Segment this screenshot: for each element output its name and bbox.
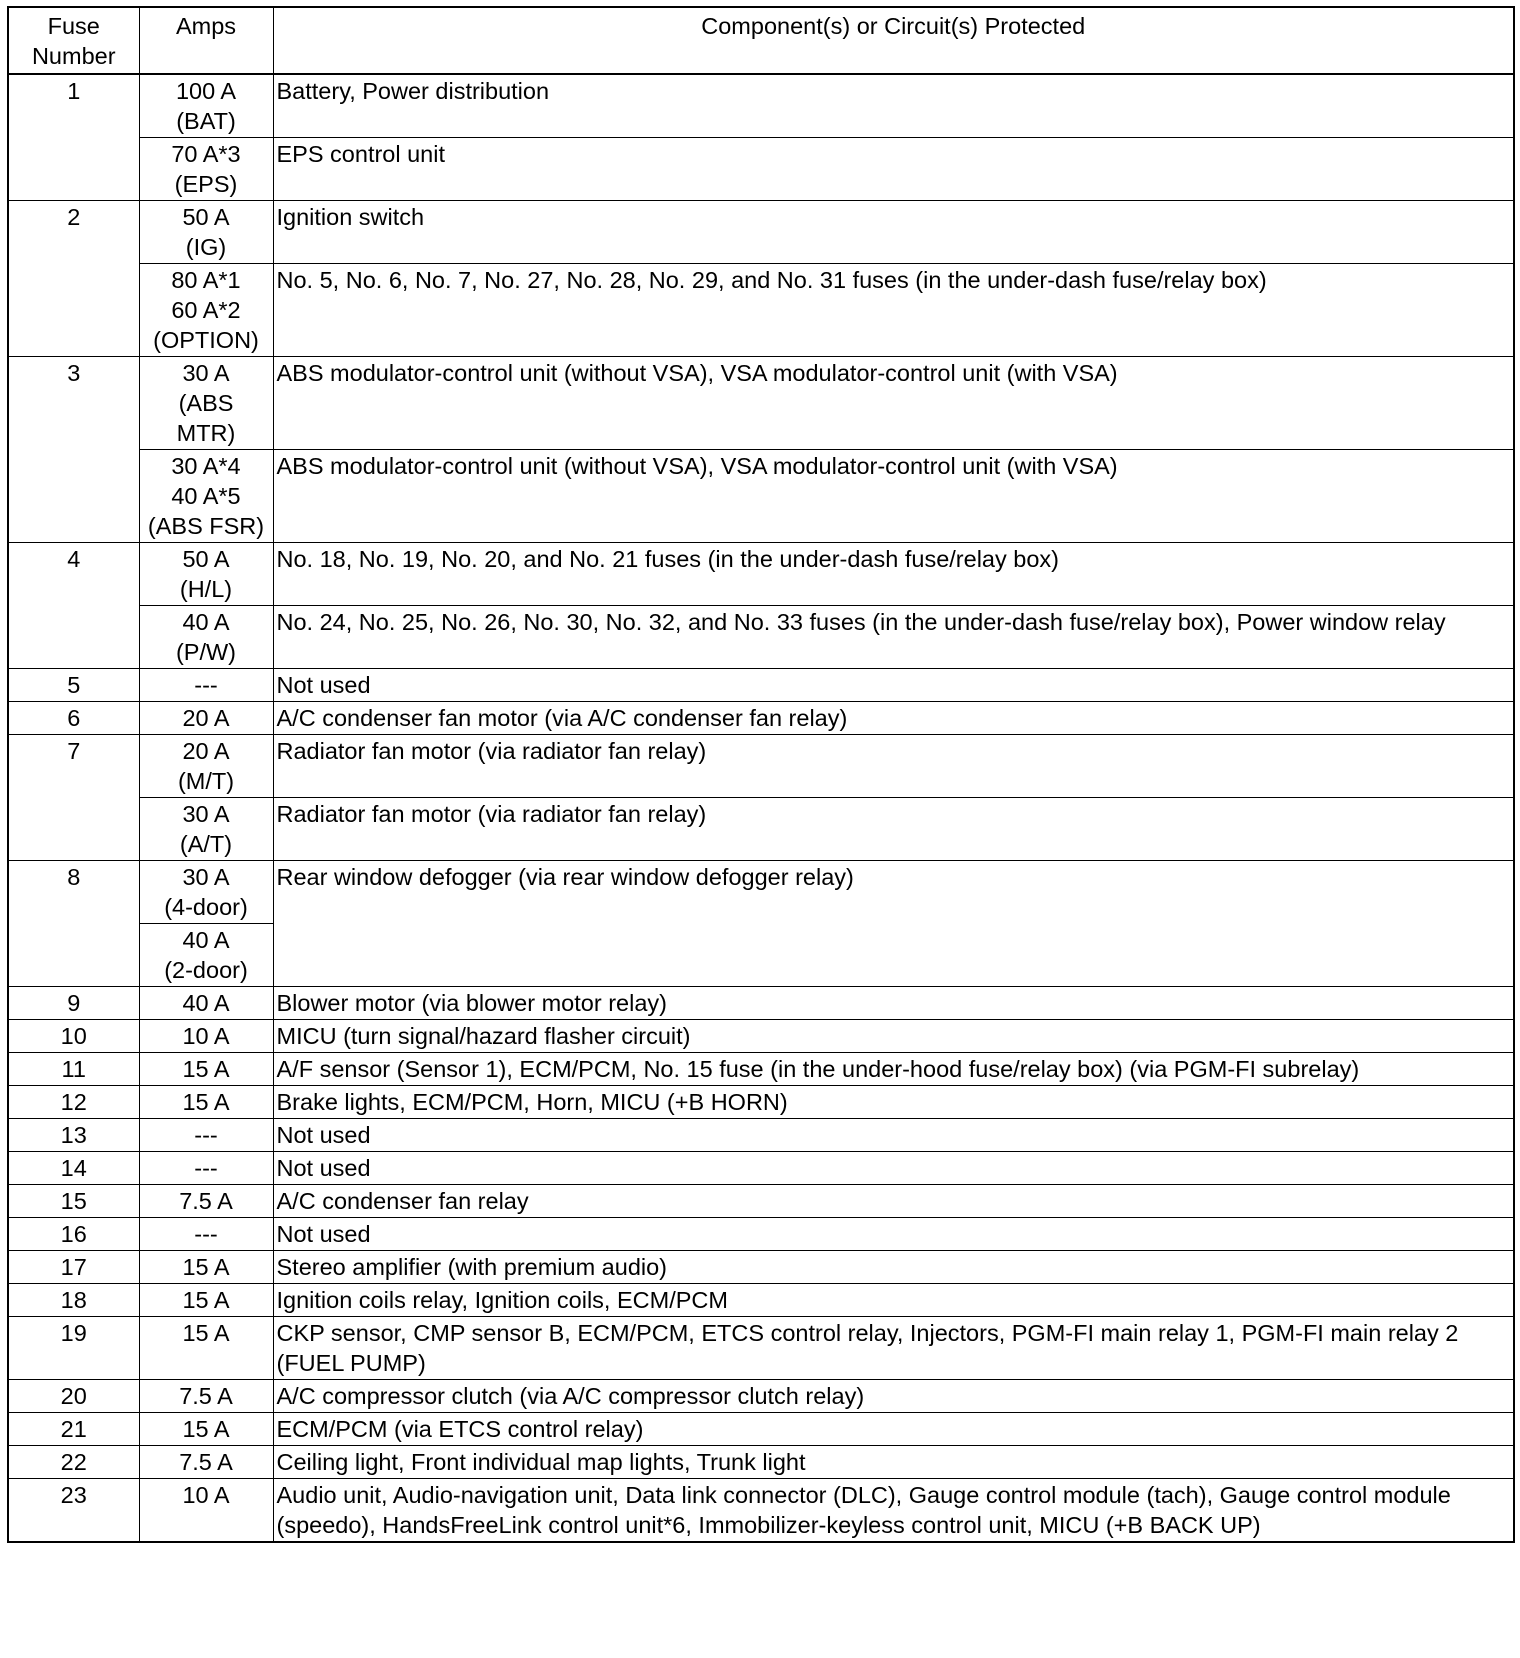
table-row [8, 1380, 1514, 1413]
component-cell: Ignition switch [273, 201, 1514, 264]
table-row [8, 264, 1514, 357]
fuse-number-cell: 8 [8, 861, 139, 987]
amps-cell [139, 543, 273, 606]
component-cell: Not used [273, 669, 1514, 702]
fuse-number-cell: 6 [8, 702, 139, 735]
fuse-number-cell: 23 [8, 1479, 139, 1543]
table-row [8, 450, 1514, 543]
component-cell: Not used [273, 1218, 1514, 1251]
amps-line: (2-door) [164, 957, 248, 983]
fuse-number-cell: 9 [8, 987, 139, 1020]
amps-line: (ABS [178, 390, 234, 416]
table-row [8, 606, 1514, 669]
component-cell: Radiator fan motor (via radiator fan relay) [273, 798, 1514, 861]
fuse-number-cell: 12 [8, 1086, 139, 1119]
table-row [8, 1479, 1514, 1543]
header-fuse-number-line: Number [31, 43, 116, 69]
amps-line: (4-door) [164, 894, 248, 920]
amps-line: 7.5 A [179, 1449, 233, 1475]
table-row [8, 798, 1514, 861]
amps-line: (A/T) [179, 831, 233, 857]
amps-cell [139, 924, 273, 987]
amps-cell [139, 1119, 273, 1152]
component-cell: EPS control unit [273, 138, 1514, 201]
amps-cell [139, 606, 273, 669]
amps-line: 7.5 A [179, 1188, 233, 1214]
table-row [8, 987, 1514, 1020]
header-row [8, 7, 1514, 74]
amps-line: (H/L) [179, 576, 233, 602]
amps-line: 30 A [182, 801, 230, 827]
header-components: Component(s) or Circuit(s) Protected [273, 7, 1514, 74]
component-cell: Battery, Power distribution [273, 74, 1514, 138]
amps-cell [139, 1413, 273, 1446]
amps-cell [139, 1317, 273, 1380]
amps-line: (BAT) [176, 108, 236, 134]
table-header [8, 7, 1514, 74]
header-fuse-number [8, 7, 139, 74]
fuse-number-cell: 2 [8, 201, 139, 357]
fuse-number-cell: 17 [8, 1251, 139, 1284]
table-row [8, 74, 1514, 138]
fuse-number-cell: 3 [8, 357, 139, 543]
amps-line: 15 A [182, 1089, 230, 1115]
amps-cell [139, 138, 273, 201]
amps-line: (OPTION) [153, 327, 259, 353]
amps-cell [139, 1251, 273, 1284]
amps-cell [139, 1086, 273, 1119]
component-cell: ABS modulator-control unit (without VSA), VSA modulator-control unit (with VSA) [273, 450, 1514, 543]
amps-cell [139, 1446, 273, 1479]
fuse-number-cell: 4 [8, 543, 139, 669]
amps-cell [139, 702, 273, 735]
fuse-number-cell: 22 [8, 1446, 139, 1479]
amps-cell [139, 1380, 273, 1413]
amps-line: 40 A [182, 990, 230, 1016]
amps-cell [139, 1020, 273, 1053]
amps-line: 15 A [182, 1254, 230, 1280]
amps-line: 15 A [182, 1287, 230, 1313]
table-body [8, 74, 1514, 1542]
table-row [8, 1317, 1514, 1380]
component-cell: Not used [273, 1119, 1514, 1152]
amps-cell [139, 1185, 273, 1218]
amps-cell [139, 798, 273, 861]
component-cell: ECM/PCM (via ETCS control relay) [273, 1413, 1514, 1446]
table-row [8, 735, 1514, 798]
table-row [8, 1284, 1514, 1317]
table-row [8, 1053, 1514, 1086]
component-cell: A/C condenser fan motor (via A/C condenser fan relay) [273, 702, 1514, 735]
amps-line: 70 A*3 [171, 141, 241, 167]
header-amps: Amps [139, 7, 273, 74]
amps-cell [139, 1053, 273, 1086]
component-cell: CKP sensor, CMP sensor B, ECM/PCM, ETCS control relay, Injectors, PGM-FI main relay 1, PGM-FI main relay 2 (FUEL PUMP) [273, 1317, 1514, 1380]
amps-line: 80 A*1 [171, 267, 241, 293]
fuse-number-cell: 7 [8, 735, 139, 861]
amps-line: --- [194, 1155, 218, 1181]
component-cell: No. 18, No. 19, No. 20, and No. 21 fuses (in the under-dash fuse/relay box) [273, 543, 1514, 606]
component-cell: Stereo amplifier (with premium audio) [273, 1251, 1514, 1284]
fuse-number-cell: 20 [8, 1380, 139, 1413]
amps-cell [139, 1152, 273, 1185]
fuse-number-cell: 19 [8, 1317, 139, 1380]
amps-line: 20 A [182, 738, 230, 764]
component-cell: Audio unit, Audio-navigation unit, Data link connector (DLC), Gauge control module (tach), Gauge control module (speedo), HandsFreeLink control unit*6, Immobilizer-keyless control unit, MICU (+B BACK UP) [273, 1479, 1514, 1543]
component-cell: ABS modulator-control unit (without VSA), VSA modulator-control unit (with VSA) [273, 357, 1514, 450]
amps-line: MTR) [176, 420, 236, 446]
component-cell: Brake lights, ECM/PCM, Horn, MICU (+B HORN) [273, 1086, 1514, 1119]
amps-line: (IG) [185, 234, 227, 260]
amps-line: (P/W) [175, 639, 237, 665]
amps-line: 30 A [182, 360, 230, 386]
amps-cell [139, 201, 273, 264]
fuse-number-cell: 5 [8, 669, 139, 702]
amps-line: --- [194, 1122, 218, 1148]
amps-line: 15 A [182, 1320, 230, 1346]
component-cell: MICU (turn signal/hazard flasher circuit) [273, 1020, 1514, 1053]
amps-line: 40 A [182, 927, 230, 953]
table-row [8, 357, 1514, 450]
amps-line: (M/T) [177, 768, 235, 794]
amps-line: --- [194, 1221, 218, 1247]
table-row [8, 669, 1514, 702]
table-row [8, 1119, 1514, 1152]
amps-cell [139, 357, 273, 450]
table-row [8, 1251, 1514, 1284]
table-row [8, 1413, 1514, 1446]
amps-line: 20 A [182, 705, 230, 731]
table-row [8, 543, 1514, 606]
amps-cell [139, 861, 273, 924]
amps-line: --- [194, 672, 218, 698]
amps-cell [139, 735, 273, 798]
amps-line: 10 A [182, 1023, 230, 1049]
amps-cell [139, 1218, 273, 1251]
amps-line: (ABS FSR) [147, 513, 265, 539]
table-row [8, 1185, 1514, 1218]
component-cell: A/C compressor clutch (via A/C compressor clutch relay) [273, 1380, 1514, 1413]
component-cell: Not used [273, 1152, 1514, 1185]
table-row [8, 1218, 1514, 1251]
fuse-number-cell: 11 [8, 1053, 139, 1086]
amps-line: 50 A [182, 204, 230, 230]
amps-cell [139, 987, 273, 1020]
amps-cell [139, 74, 273, 138]
amps-cell [139, 1284, 273, 1317]
component-cell: Radiator fan motor (via radiator fan relay) [273, 735, 1514, 798]
component-cell: Ceiling light, Front individual map lights, Trunk light [273, 1446, 1514, 1479]
table-row [8, 1020, 1514, 1053]
table-row [8, 1152, 1514, 1185]
fuse-number-cell: 14 [8, 1152, 139, 1185]
header-fuse-number-line: Fuse [47, 13, 100, 39]
amps-cell [139, 1479, 273, 1543]
fuse-number-cell: 1 [8, 74, 139, 201]
table-row [8, 1086, 1514, 1119]
table-row [8, 138, 1514, 201]
table-row [8, 1446, 1514, 1479]
amps-line: 30 A*4 [171, 453, 241, 479]
amps-line: 40 A*5 [171, 483, 241, 509]
table-row [8, 861, 1514, 924]
fuse-number-cell: 18 [8, 1284, 139, 1317]
component-cell: A/C condenser fan relay [273, 1185, 1514, 1218]
fuse-table [7, 6, 1515, 1543]
fuse-number-cell: 15 [8, 1185, 139, 1218]
amps-cell [139, 264, 273, 357]
amps-line: (EPS) [174, 171, 238, 197]
fuse-number-cell: 13 [8, 1119, 139, 1152]
amps-line: 15 A [182, 1056, 230, 1082]
table-row [8, 702, 1514, 735]
component-cell: No. 24, No. 25, No. 26, No. 30, No. 32, and No. 33 fuses (in the under-dash fuse/relay box), Power window relay [273, 606, 1514, 669]
fuse-number-cell: 21 [8, 1413, 139, 1446]
component-cell: Blower motor (via blower motor relay) [273, 987, 1514, 1020]
amps-cell [139, 669, 273, 702]
amps-line: 50 A [182, 546, 230, 572]
component-cell: A/F sensor (Sensor 1), ECM/PCM, No. 15 fuse (in the under-hood fuse/relay box) (via PGM-FI subrelay) [273, 1053, 1514, 1086]
fuse-number-cell: 10 [8, 1020, 139, 1053]
amps-cell [139, 450, 273, 543]
component-cell: No. 5, No. 6, No. 7, No. 27, No. 28, No. 29, and No. 31 fuses (in the under-dash fuse/relay box) [273, 264, 1514, 357]
table-row [8, 201, 1514, 264]
amps-line: 100 A [175, 78, 237, 104]
component-cell: Ignition coils relay, Ignition coils, ECM/PCM [273, 1284, 1514, 1317]
component-cell: Rear window defogger (via rear window defogger relay) [273, 861, 1514, 987]
amps-line: 30 A [182, 864, 230, 890]
amps-line: 15 A [182, 1416, 230, 1442]
amps-line: 7.5 A [179, 1383, 233, 1409]
amps-line: 10 A [182, 1482, 230, 1508]
amps-line: 60 A*2 [171, 297, 241, 323]
fuse-number-cell: 16 [8, 1218, 139, 1251]
amps-line: 40 A [182, 609, 230, 635]
